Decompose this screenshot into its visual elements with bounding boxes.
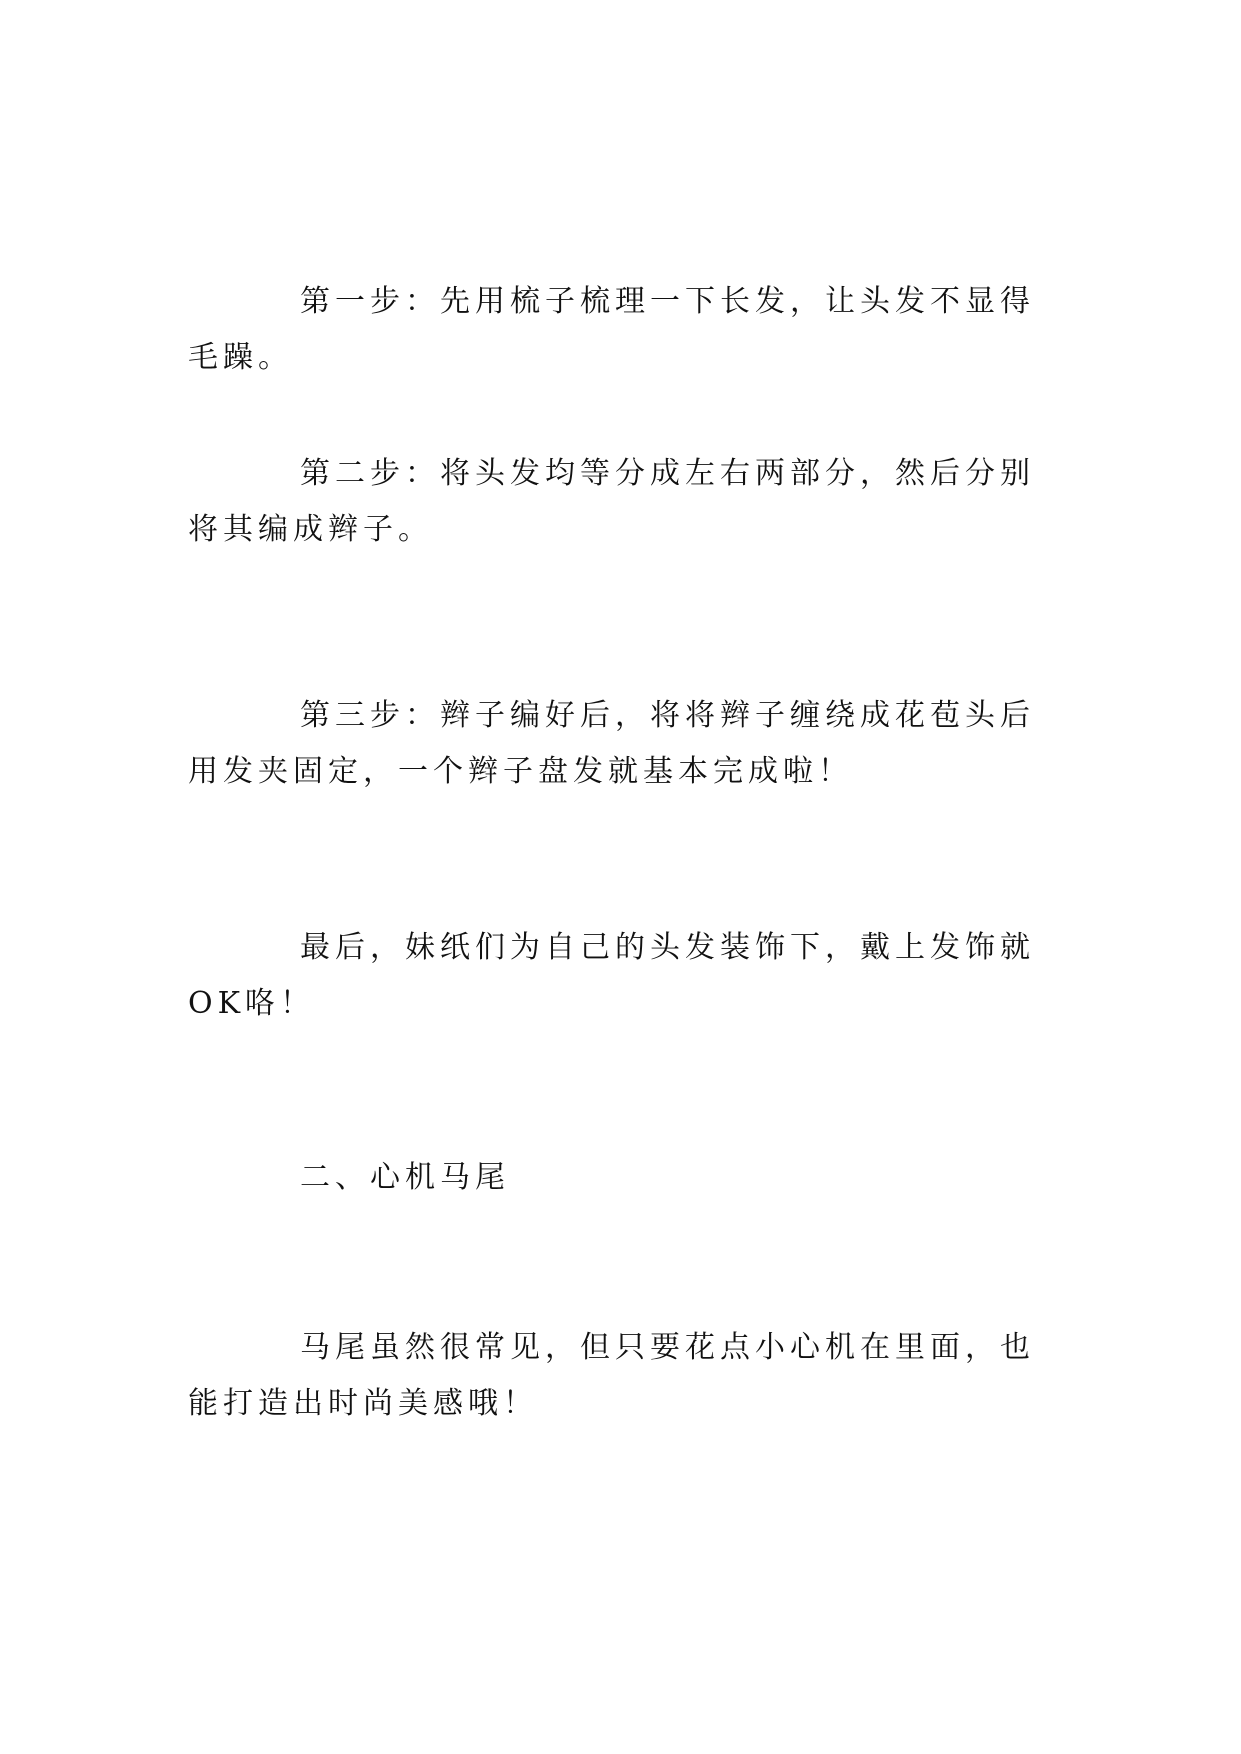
paragraph-step-one: 第一步：先用梳子梳理一下长发，让头发不显得毛躁。 <box>188 284 1035 375</box>
paragraph-final-step: 最后，妹纸们为自己的头发装饰下，戴上发饰就OK咯！ <box>188 930 1035 1021</box>
section-heading: 二、心机马尾 <box>300 1160 510 1195</box>
paragraph-step-three: 第三步：辫子编好后，将将辫子缠绕成花苞头后用发夹固定，一个辫子盘发就基本完成啦！ <box>188 698 1035 789</box>
paragraph-ponytail-intro: 马尾虽然很常见，但只要花点小心机在里面，也能打造出时尚美感哦！ <box>188 1330 1035 1421</box>
paragraph-step-two: 第二步：将头发均等分成左右两部分，然后分别将其编成辫子。 <box>188 456 1035 547</box>
